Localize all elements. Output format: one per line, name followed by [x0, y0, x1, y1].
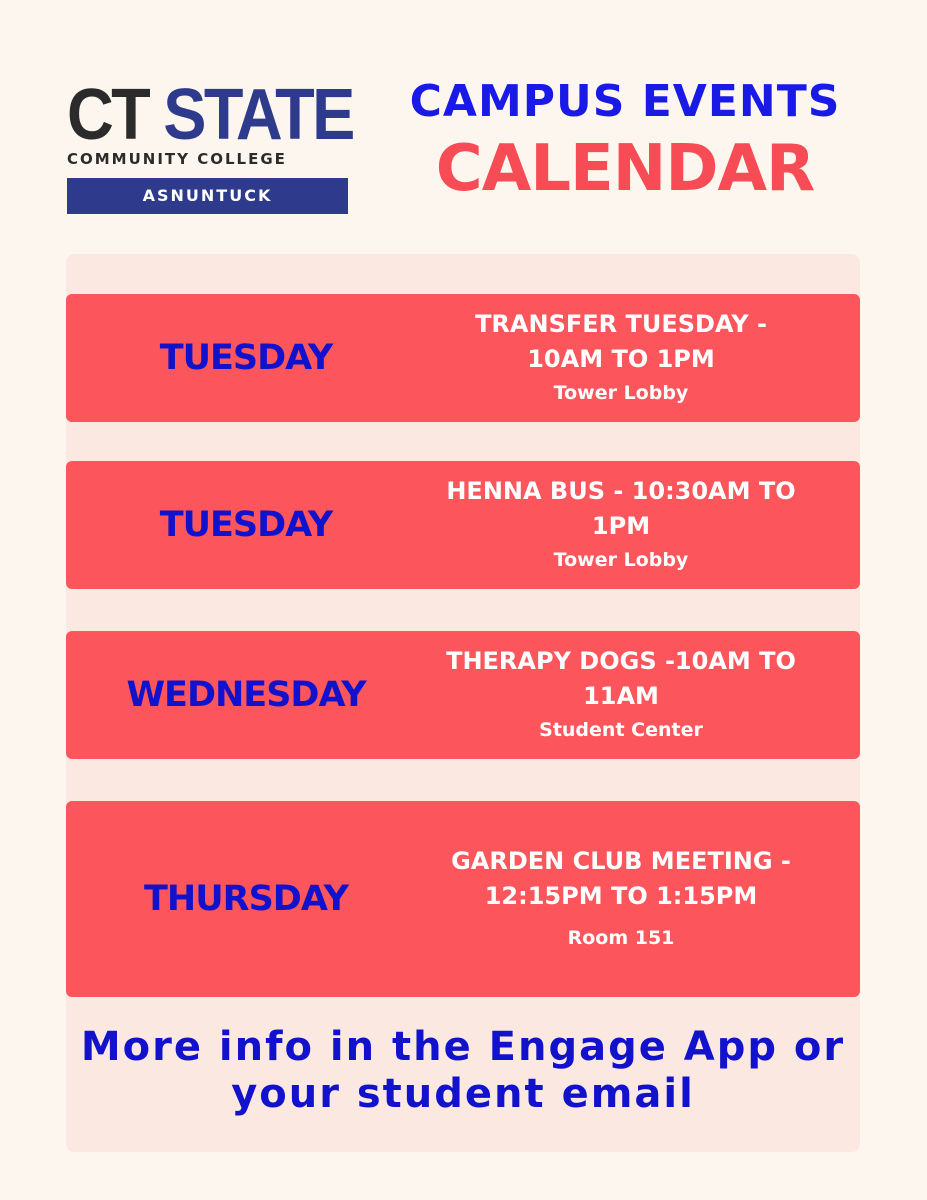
heading-calendar: CALENDAR [435, 132, 815, 206]
event-card [66, 294, 860, 422]
logo-state-text: STATE [163, 75, 353, 155]
logo-ct-text: CT [67, 75, 148, 155]
event-info [411, 461, 831, 589]
event-day: TUESDAY [159, 505, 333, 545]
event-day: THURSDAY [144, 879, 348, 919]
logo-wordmark [67, 75, 353, 155]
event-card [66, 461, 860, 589]
event-card [66, 801, 860, 997]
event-location: Student Center [539, 719, 703, 741]
event-day: TUESDAY [159, 338, 333, 378]
event-info [411, 294, 831, 422]
college-logo [67, 75, 353, 214]
event-title: TRANSFER TUESDAY - 10AM TO 1PM [475, 310, 767, 373]
event-info [411, 801, 831, 997]
event-location: Tower Lobby [553, 549, 689, 571]
footer-note: More info in the Engage App or your student email [80, 1024, 846, 1117]
event-location: Tower Lobby [553, 382, 689, 404]
event-title: THERAPY DOGS -10AM TO 11AM [446, 647, 796, 710]
event-title: HENNA BUS - 10:30AM TO 1PM [446, 477, 796, 540]
event-info [411, 631, 831, 759]
event-day: WEDNESDAY [126, 675, 366, 715]
event-location: Room 151 [567, 927, 675, 949]
logo-subtitle: COMMUNITY COLLEGE [67, 150, 287, 168]
event-card [66, 631, 860, 759]
logo-campus-bar: ASNUNTUCK [67, 178, 348, 214]
event-title: GARDEN CLUB MEETING - 12:15PM TO 1:15PM [451, 847, 791, 910]
heading-campus-events: CAMPUS EVENTS [409, 76, 841, 127]
